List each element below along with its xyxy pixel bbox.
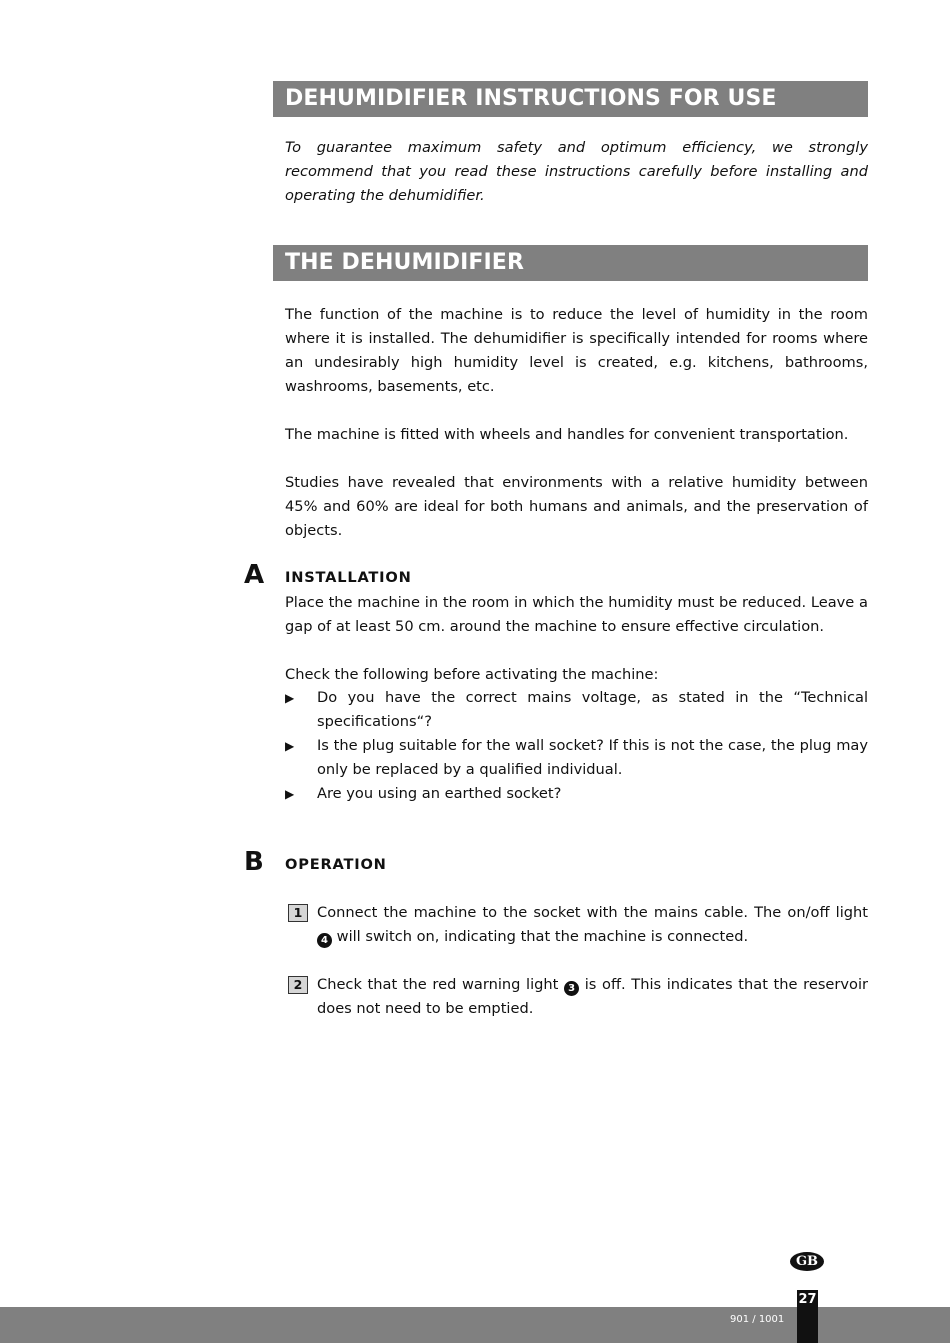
step-text-before: Check that the red warning light	[317, 976, 559, 993]
section-letter-b: B	[244, 847, 264, 877]
installation-paragraph: Place the machine in the room in which the humidity must be reduced. Leave a gap of at least 50 cm. around the machine to ensure effective circulation.	[285, 594, 868, 635]
operation-title: OPERATION	[285, 856, 387, 873]
step-text	[317, 973, 868, 1021]
step-text-after: will switch on, indicating that the machine is connected.	[336, 928, 749, 945]
bullet-arrow-icon: ▶	[285, 691, 295, 705]
step-number-box: 1	[288, 904, 308, 922]
language-badge: GB	[790, 1252, 824, 1271]
intro-paragraph: To guarantee maximum safety and optimum efficiency, we strongly recommend that you read these instructions carefully before installing and operating the dehumidifier.	[285, 139, 868, 204]
function-paragraph: The function of the machine is to reduce the level of humidity in the room where it is installed. The dehumidifier is specifically intended for rooms where an undesirably high humidity level is created, e.g. kitchens, bathrooms, washrooms, basements, etc.	[285, 306, 868, 395]
operation-step-2	[288, 973, 868, 1021]
main-title-bar	[273, 81, 868, 117]
main-title: DEHUMIDIFIER INSTRUCTIONS FOR USE	[285, 86, 777, 111]
list-item	[285, 734, 868, 782]
transport-paragraph: The machine is fitted with wheels and handles for convenient transportation.	[285, 426, 849, 443]
step-text	[317, 901, 868, 949]
humidity-paragraph: Studies have revealed that environments with a relative humidity between 45% and 60% are ideal for both humans and animals, and the preservation of objects.	[285, 474, 868, 539]
operation-step-1	[288, 901, 868, 949]
bullet-arrow-icon: ▶	[285, 739, 295, 753]
step-number-box: 2	[288, 976, 308, 994]
indicator-number-icon: 4	[317, 933, 332, 948]
bullet-text: Is the plug suitable for the wall socket? If this is not the case, the plug may only be replaced by a qualified individual.	[317, 737, 868, 778]
section-letter-a: A	[244, 560, 265, 590]
page-number: 27	[797, 1290, 818, 1343]
list-item	[285, 686, 868, 734]
bullet-text: Do you have the correct mains voltage, as stated in the “Technical specifications“?	[317, 689, 868, 730]
installation-title: INSTALLATION	[285, 569, 412, 586]
step-text-after: is off. This indicates that the reservoir does not need to be emptied.	[317, 976, 869, 1017]
bullet-text: Are you using an earthed socket?	[317, 785, 562, 802]
list-item	[285, 782, 868, 806]
model-code: 901 / 1001	[730, 1314, 785, 1325]
step-text-before: Connect the machine to the socket with the mains cable. The on/off light	[317, 904, 868, 921]
indicator-number-icon: 3	[564, 981, 579, 996]
check-intro: Check the following before activating the machine:	[285, 666, 659, 683]
dehumidifier-title: THE DEHUMIDIFIER	[285, 250, 524, 275]
dehumidifier-title-bar	[273, 245, 868, 281]
bullet-arrow-icon: ▶	[285, 787, 295, 801]
